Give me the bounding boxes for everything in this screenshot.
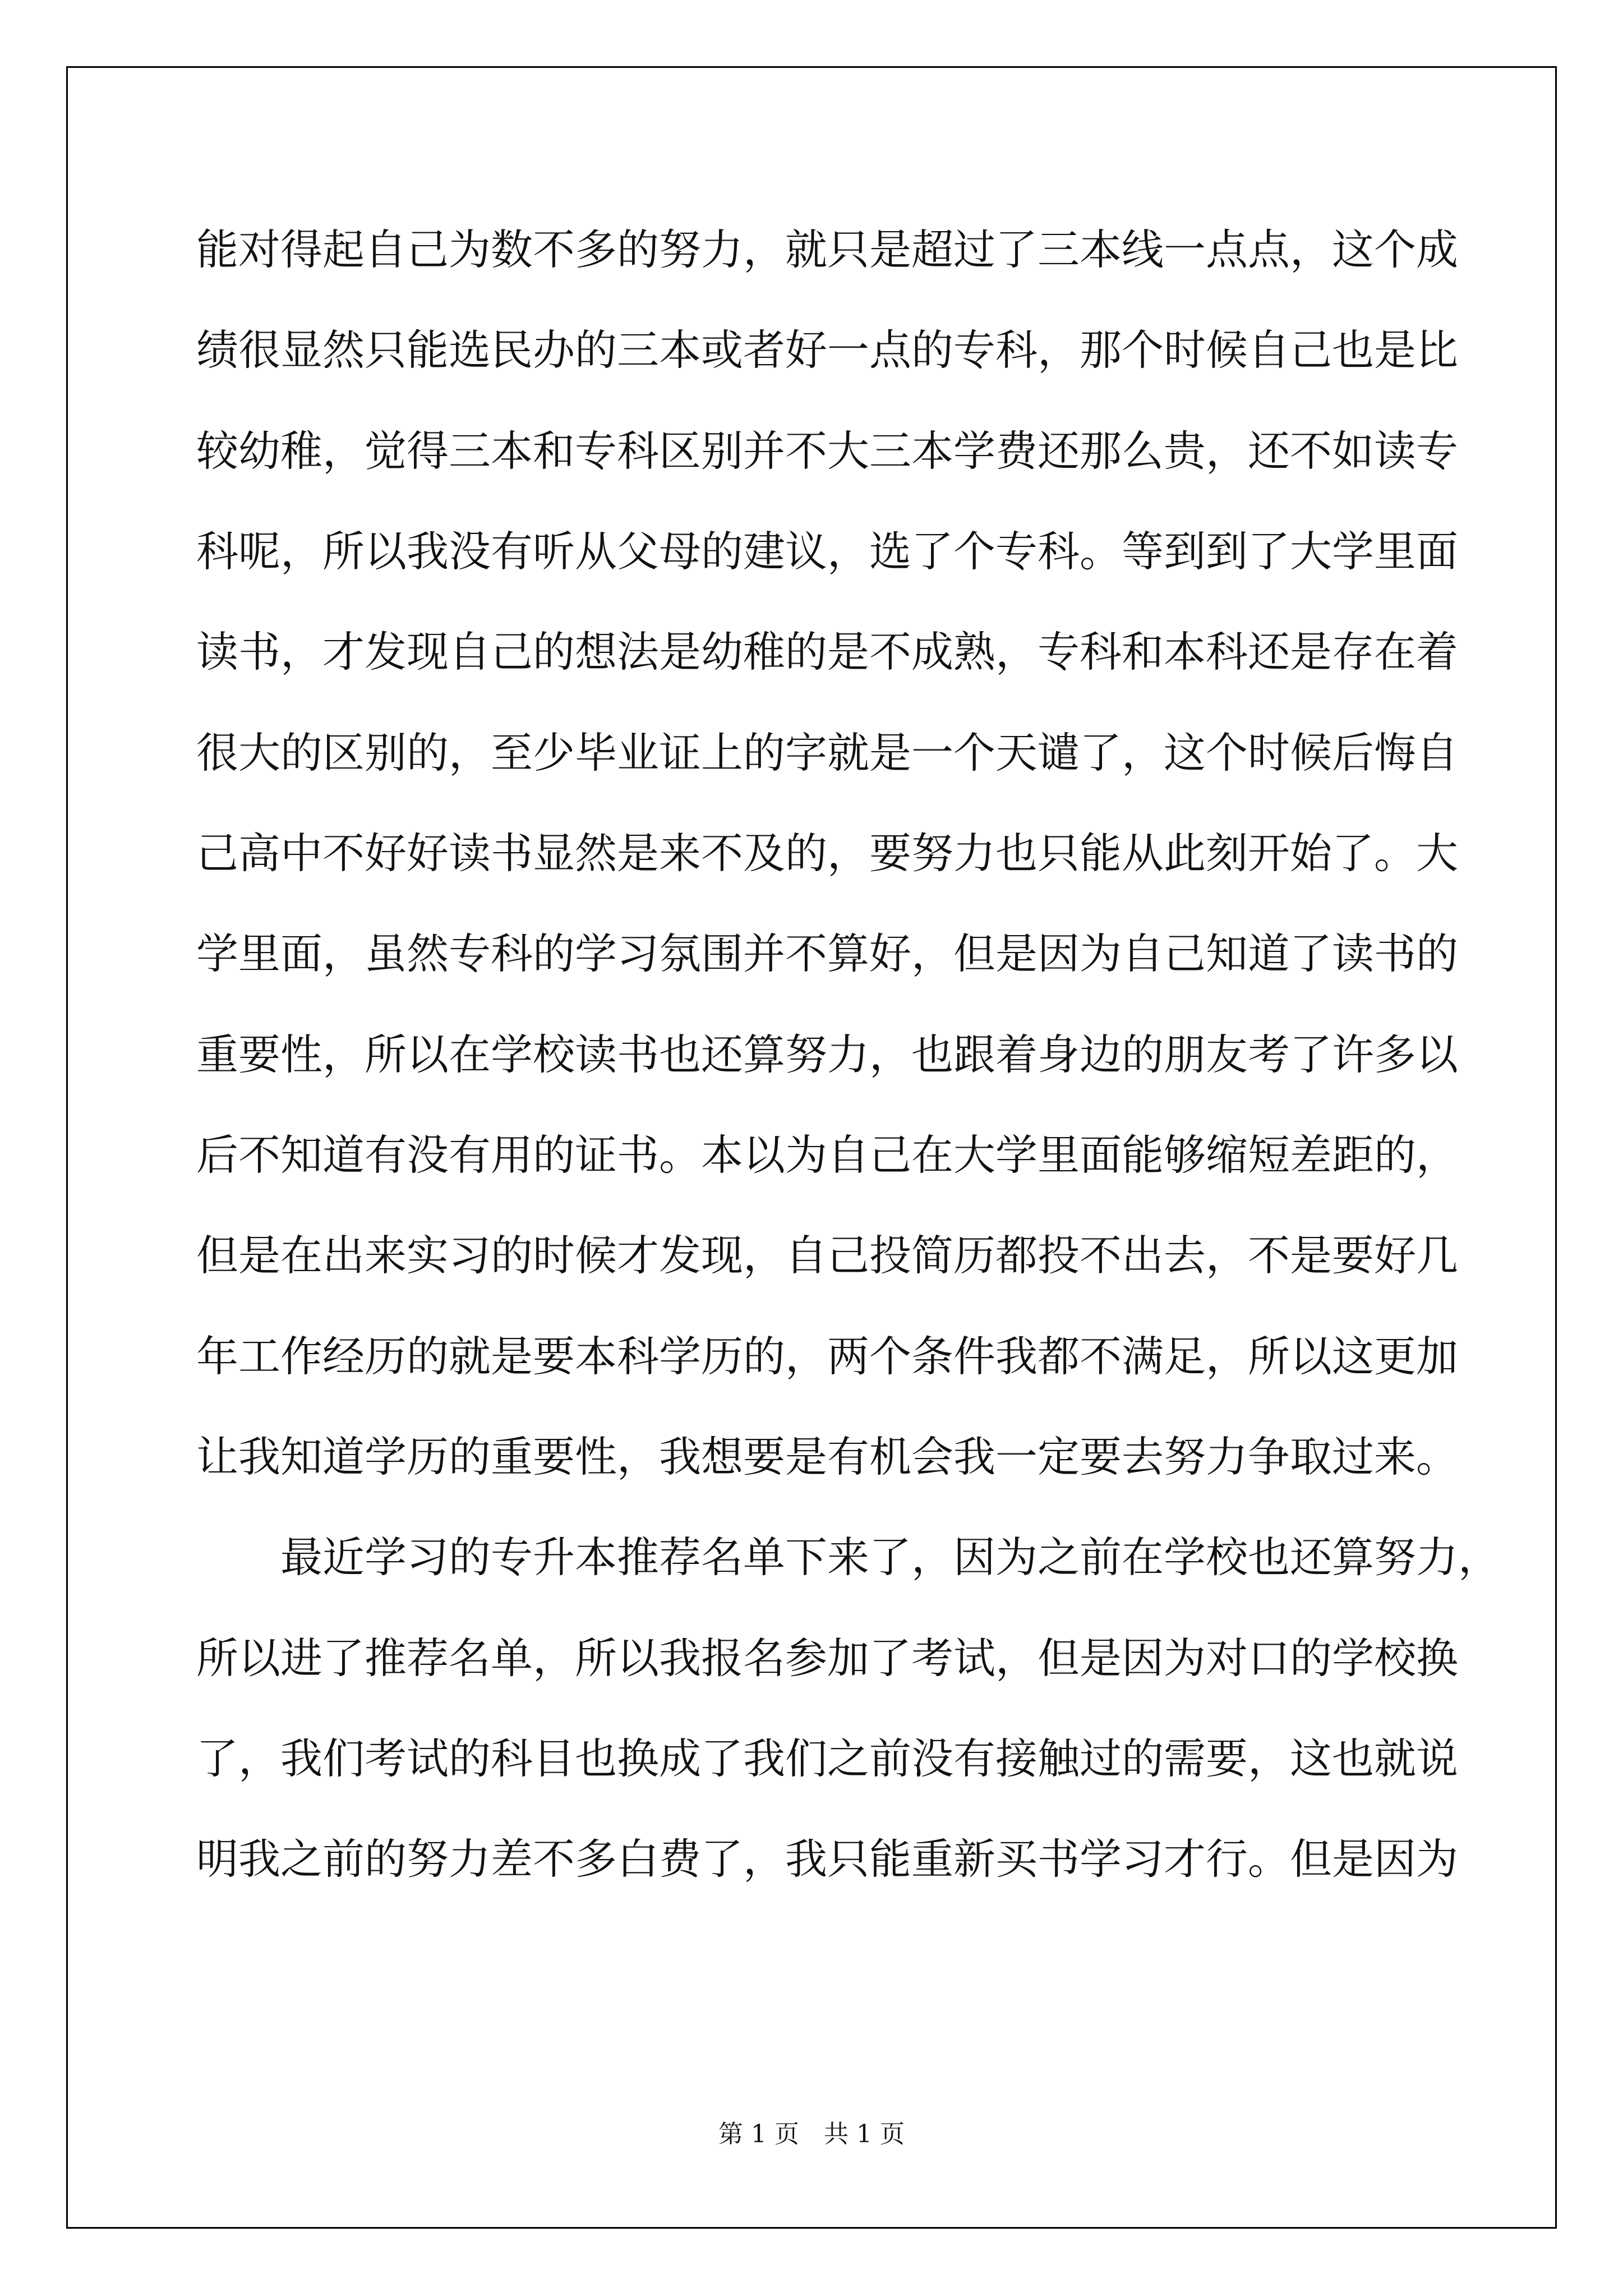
text-line: 了，我们考试的科目也换成了我们之前没有接触过的需要，这也就说 bbox=[196, 1734, 1459, 1783]
text-line: 较幼稚，觉得三本和专科区别并不大三本学费还那么贵，还不如读专 bbox=[196, 426, 1459, 476]
text-line: 重要性，所以在学校读书也还算努力，也跟着身边的朋友考了许多以 bbox=[196, 1030, 1459, 1079]
text-line: 科呢，所以我没有听从父母的建议，选了个专科。等到到了大学里面 bbox=[196, 527, 1459, 576]
text-line: 明我之前的努力差不多白费了，我只能重新买书学习才行。但是因为 bbox=[196, 1834, 1459, 1884]
text-line: 很大的区别的，至少毕业证上的字就是一个天谴了，这个时候后悔自 bbox=[196, 728, 1459, 777]
text-line: 己高中不好好读书显然是来不及的，要努力也只能从此刻开始了。大 bbox=[196, 829, 1459, 878]
text-line: 绩很显然只能选民办的三本或者好一点的专科，那个时候自己也是比 bbox=[196, 325, 1459, 375]
text-line: 所以进了推荐名单，所以我报名参加了考试，但是因为对口的学校换 bbox=[196, 1634, 1459, 1683]
page-number: 第 1 页 共 1 页 bbox=[718, 2120, 905, 2148]
text-line: 后不知道有没有用的证书。本以为自己在大学里面能够缩短差距的， bbox=[196, 1130, 1459, 1180]
text-line: 学里面，虽然专科的学习氛围并不算好，但是因为自己知道了读书的 bbox=[196, 929, 1459, 978]
text-line: 读书，才发现自己的想法是幼稚的是不成熟，专科和本科还是存在着 bbox=[196, 627, 1459, 677]
text-line: 但是在出来实习的时候才发现，自己投简历都投不出去，不是要好几 bbox=[196, 1231, 1459, 1280]
text-line: 年工作经历的就是要本科学历的，两个条件我都不满足，所以这更加 bbox=[196, 1332, 1459, 1381]
text-line: 最近学习的专升本推荐名单下来了，因为之前在学校也还算努力， bbox=[280, 1533, 1501, 1582]
text-line: 能对得起自己为数不多的努力，就只是超过了三本线一点点，这个成 bbox=[196, 225, 1459, 274]
text-line: 让我知道学历的重要性，我想要是有机会我一定要去努力争取过来。 bbox=[196, 1432, 1459, 1481]
